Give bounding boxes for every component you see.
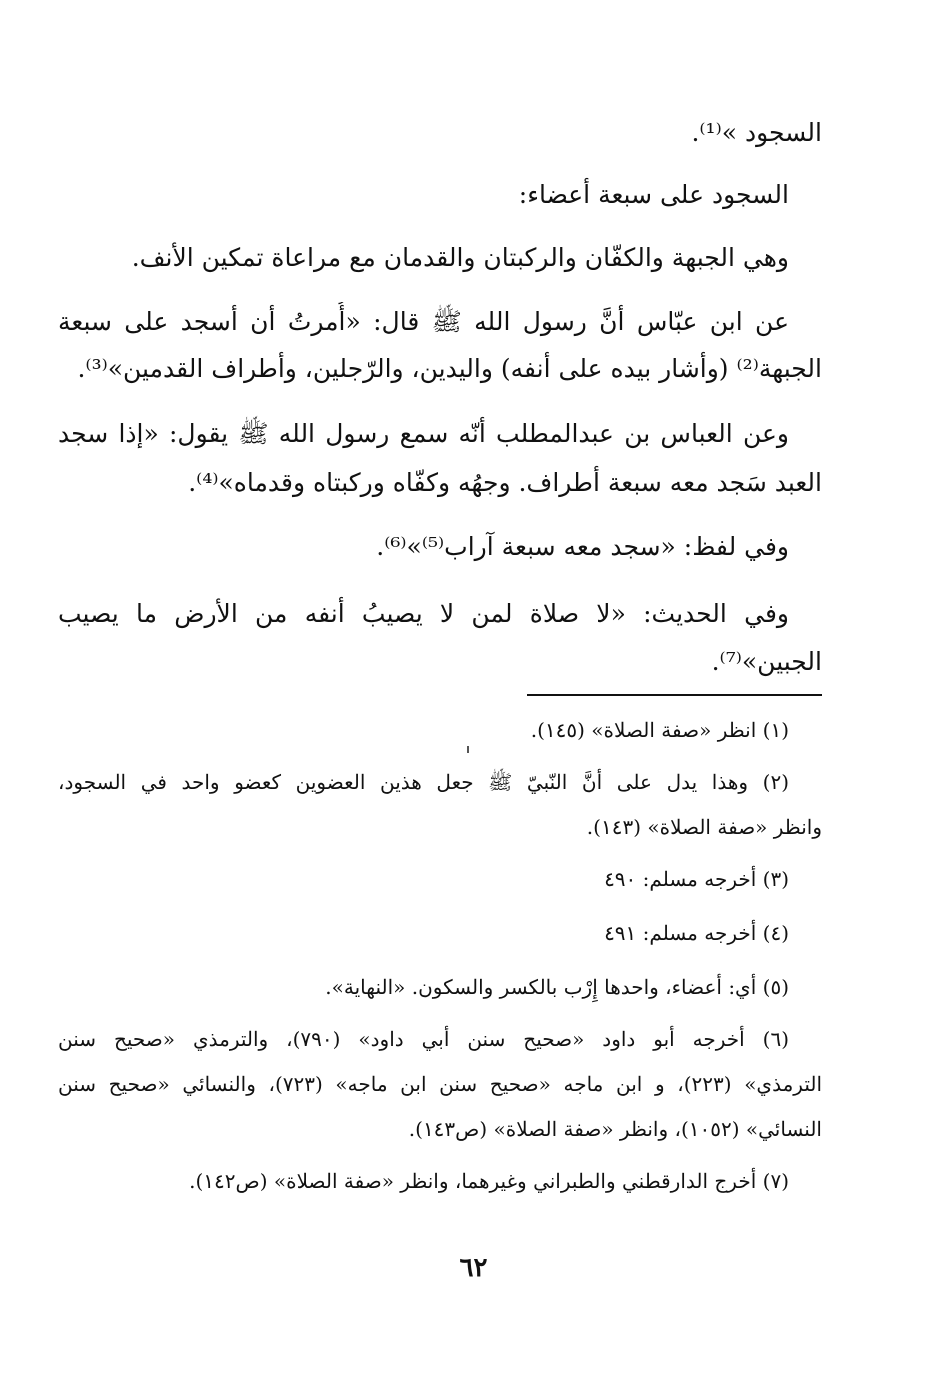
footnote-2-line-1: (٢) وهذا يدل على أنَّ النّبيّ ﷺ جعل هذين العضوين كعضو واحد في السجود، [58, 770, 789, 794]
footnote-6-line-3: النسائي» (١٠٥٢)، وانظر «صفة الصلاة» (ص١٤٣). [408, 1117, 822, 1141]
footnote-3: (٣) أخرجه مسلم: ٤٩٠ [604, 867, 789, 891]
footnote-1: (١) انظر «صفة الصلاة» (١٤٥). [530, 718, 789, 742]
footnote-4: (٤) أخرجه مسلم: ٤٩١ [604, 921, 789, 945]
body-line-10: الجبين»⁽⁷⁾. [711, 647, 822, 676]
footnote-6-line-1: (٦) أخرجه أبو داود «صحيح سنن أبي داود» (٧٩٠)، والترمذي «صحيح سنن [58, 1027, 789, 1051]
body-line-3: وهي الجبهة والكفّان والركبتان والقدمان مع مراعاة تمكين الأنف. [131, 243, 789, 272]
section-heading: السجود على سبعة أعضاء: [518, 180, 789, 209]
footnote-6-line-2: الترمذي» (٢٢٣)، و ابن ماجه «صحيح سنن ابن ماجه» (٧٢٣)، والنسائي «صحيح سنن [58, 1072, 822, 1096]
page-number: ٦٢ [459, 1253, 488, 1283]
body-line-6: وعن العباس بن عبدالمطلب أنّه سمع رسول الله ﷺ يقول: «إذا سجد [58, 419, 789, 448]
scan-speck [467, 746, 469, 753]
body-line-7: العبد سَجد معه سبعة أطراف. وجهُه وكفّاه وركبتاه وقدماه»⁽⁴⁾. [188, 468, 822, 497]
body-line-4: عن ابن عبّاس أنَّ رسول الله ﷺ قال: «أُمرتُ أن أسجد على سبعة [58, 307, 789, 336]
footnote-2-line-2: وانظر «صفة الصلاة» (١٤٣). [586, 815, 822, 839]
body-line-9: وفي الحديث: «لا صلاة لمن لا يصيبُ أنفه من الأرض ما يصيب [58, 599, 789, 628]
body-line-5: الجبهة⁽²⁾ (وأشار بيده على أنفه) واليدين، والرّجلين، وأطراف القدمين»⁽³⁾. [77, 354, 822, 383]
footnote-7: (٧) أخرج الدارقطني والطبراني وغيرهما، وانظر «صفة الصلاة» (ص١٤٢). [189, 1169, 789, 1193]
body-line-1: السجود »⁽¹⁾. [691, 118, 822, 147]
footnote-5: (٥) أي: أعضاء، واحدها إِرْب بالكسر والسكون. «النهاية». [325, 975, 789, 999]
body-line-8: وفي لفظ: «سجد معه سبعة آراب⁽⁵⁾»⁽⁶⁾. [376, 532, 789, 561]
footnote-separator [527, 694, 822, 696]
